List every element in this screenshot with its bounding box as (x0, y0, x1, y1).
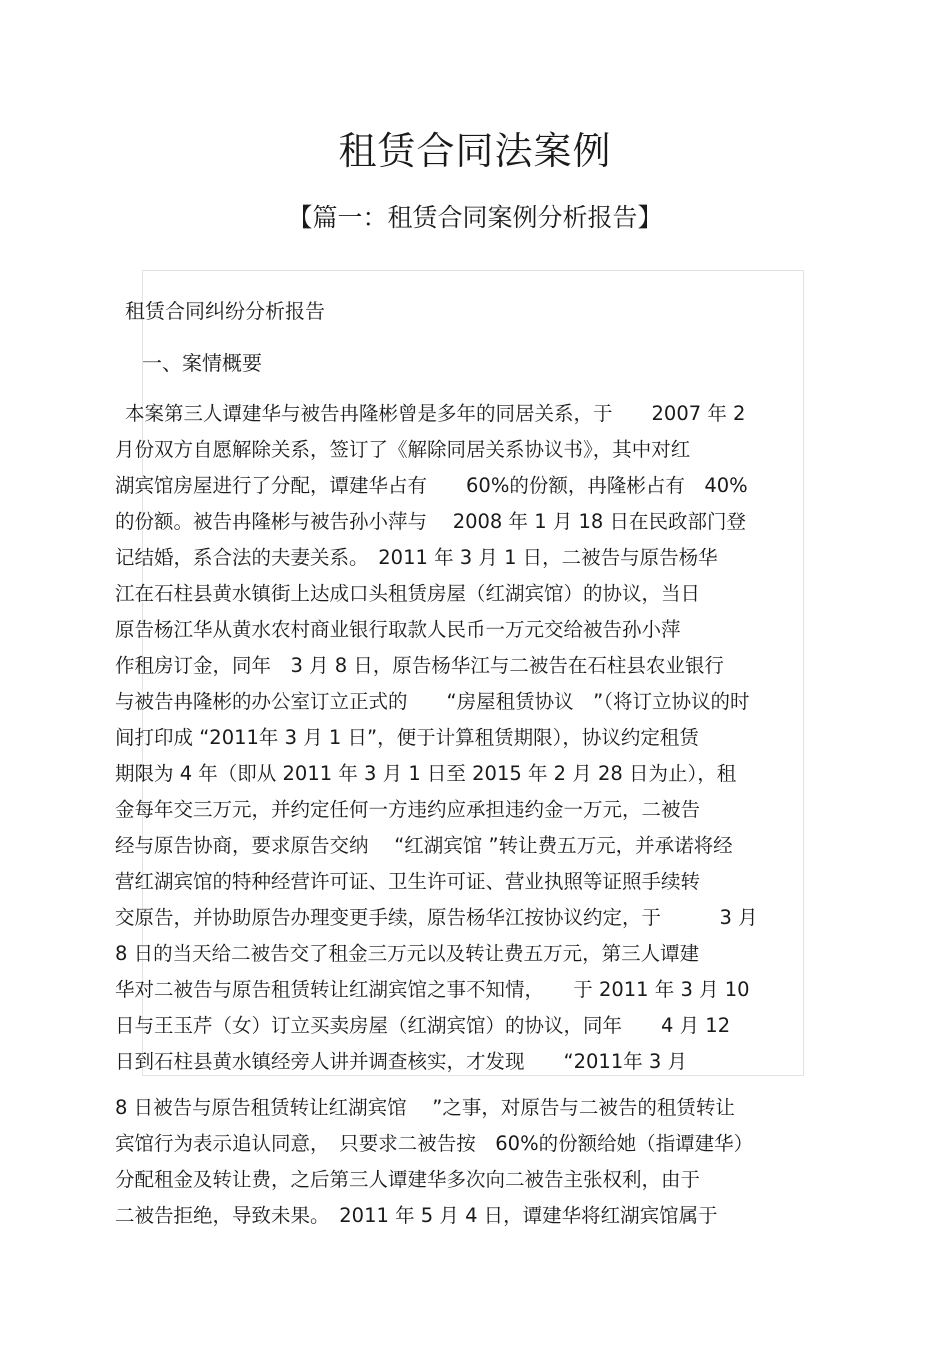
text-line: 本案第三人谭建华与被告冉隆彬曾是多年的同居关系，于 2007 年 2 (125, 402, 746, 425)
document-title: 租赁合同法案例 (338, 129, 612, 173)
text-line: 湖宾馆房屋进行了分配，谭建华占有 60%的份额，冉隆彬占有 40% (115, 474, 748, 497)
text-line: 交原告，并协助原告办理变更手续，原告杨华江按协议约定，于 3 月 (115, 906, 758, 929)
text-line: 日到石柱县黄水镇经旁人讲并调查核实，才发现 “2011年 3 月 (115, 1050, 688, 1073)
paragraph-1 (115, 396, 840, 1080)
text-line: 期限为 4 年（即从 2011 年 3 月 1 日至 2015 年 2 月 28 日为止），租 (115, 762, 737, 785)
text-line: 日与王玉芹（女）订立买卖房屋（红湖宾馆）的协议，同年 4 月 12 (115, 1014, 731, 1037)
text-line: 的份额。被告冉隆彬与被告孙小萍与 2008 年 1 月 18 日在民政部门登 (115, 510, 747, 533)
text-line: 作租房订金，同年 3 月 8 日，原告杨华江与二被告在石柱县农业银行 (115, 654, 724, 677)
text-line: 原告杨江华从黄水农村商业银行取款人民币一万元交给被告孙小萍 (115, 618, 681, 641)
section-heading: 一、案情概要 (142, 351, 262, 375)
text-line: 二被告拒绝，导致未果。 2011 年 5 月 4 日，谭建华将红湖宾馆属于 (115, 1204, 718, 1227)
text-line: 8 日被告与原告租赁转让红湖宾馆 ”之事，对原告与二被告的租赁转让 (115, 1096, 735, 1119)
text-line: 经与原告协商，要求原告交纳 “红湖宾馆 ”转让费五万元，并承诺将经 (115, 834, 733, 857)
report-title: 租赁合同纠纷分析报告 (125, 299, 325, 323)
text-line: 营红湖宾馆的特种经营许可证、卫生许可证、营业执照等证照手续转 (115, 870, 701, 893)
text-line: 江在石柱县黄水镇街上达成口头租赁房屋（红湖宾馆）的协议，当日 (115, 582, 701, 605)
text-line: 与被告冉隆彬的办公室订立正式的 “房屋租赁协议 ”（将订立协议的时 (115, 690, 750, 713)
text-line: 间打印成 “2011年 3 月 1 日”，便于计算租赁期限），协议约定租赁 (115, 726, 699, 749)
text-line: 记结婚，系合法的夫妻关系。 2011 年 3 月 1 日，二被告与原告杨华 (115, 546, 718, 569)
text-line: 8 日的当天给二被告交了租金三万元以及转让费五万元，第三人谭建 (115, 942, 700, 965)
text-line: 华对二被告与原告租赁转让红湖宾馆之事不知情， 于 2011 年 3 月 10 (115, 978, 750, 1001)
text-line: 分配租金及转让费，之后第三人谭建华多次向二被告主张权利，由于 (115, 1168, 701, 1191)
paragraph-2 (115, 1090, 840, 1234)
document-subtitle: 【篇一：租赁合同案例分析报告】 (287, 203, 663, 232)
text-line: 宾馆行为表示追认同意， 只要求二被告按 60%的份额给她（指谭建华） (115, 1132, 754, 1155)
text-line: 金每年交三万元，并约定任何一方违约应承担违约金一万元，二被告 (115, 798, 701, 821)
text-line: 月份双方自愿解除关系，签订了《解除同居关系协议书》，其中对红 (115, 438, 691, 461)
